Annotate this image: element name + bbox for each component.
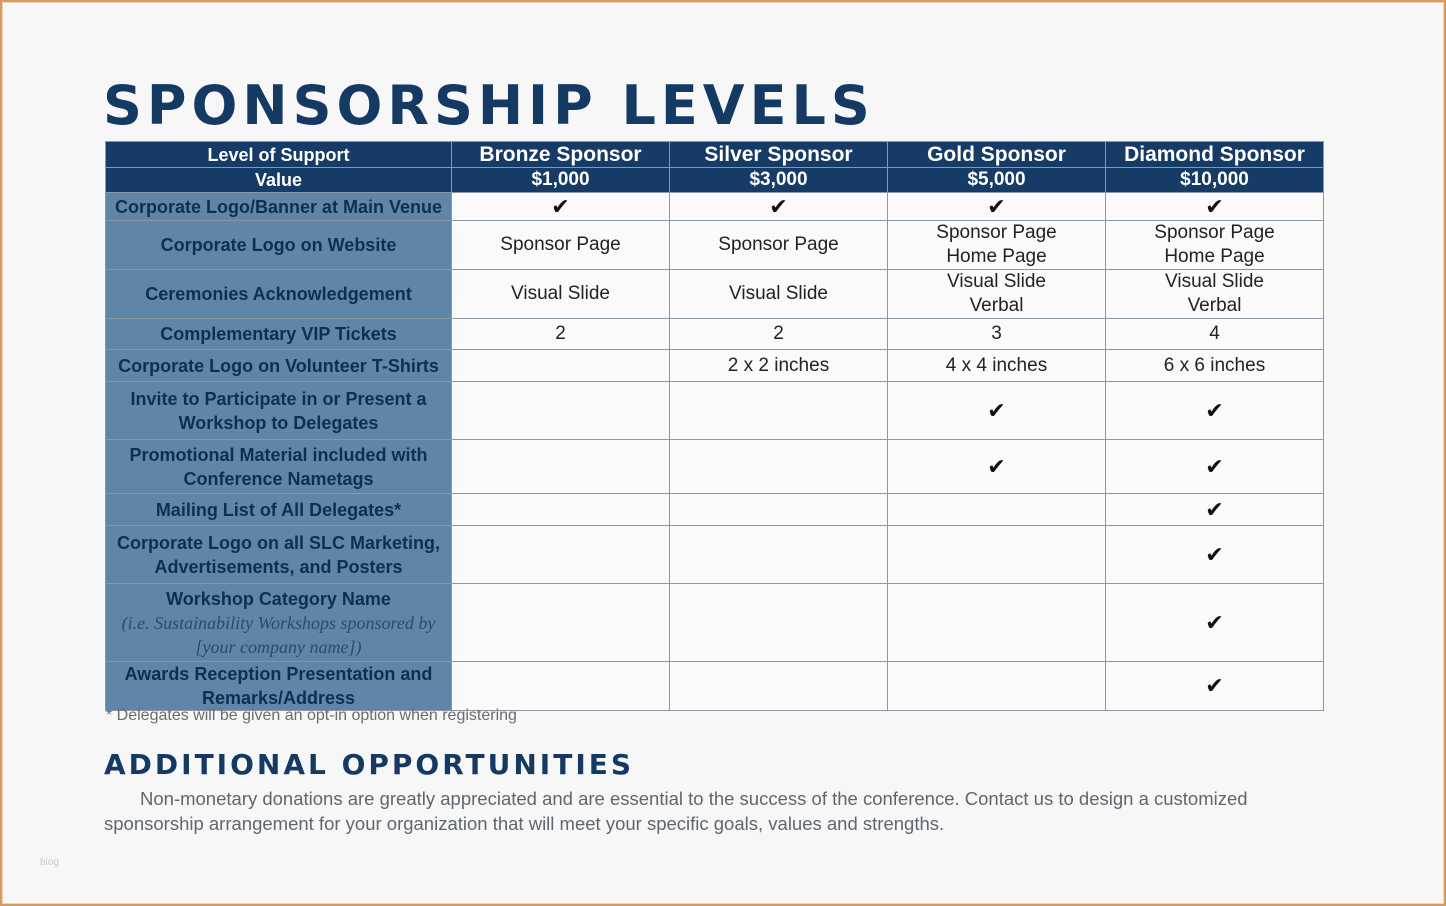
checkmark-icon: ✔ bbox=[888, 440, 1106, 494]
feature-note: (i.e. Sustainability Workshops sponsored by [your company name]) bbox=[121, 612, 436, 657]
benefit-cell-silver bbox=[670, 662, 888, 711]
checkmark-icon: ✔ bbox=[888, 193, 1106, 221]
checkmark-icon: ✔ bbox=[1106, 526, 1324, 584]
feature-text: Corporate Logo on Website bbox=[160, 235, 397, 255]
benefit-cell-bronze bbox=[452, 584, 670, 662]
table-row bbox=[106, 526, 1324, 584]
feature-text: Corporate Logo on all SLC Marketing, Advertisements, and Posters bbox=[116, 532, 440, 577]
feature-text: Corporate Logo/Banner at Main Venue bbox=[114, 196, 443, 217]
benefit-cell-gold: 4 x 4 inches bbox=[888, 350, 1106, 382]
benefit-cell-silver: Visual Slide bbox=[670, 270, 888, 319]
watermark: blog bbox=[40, 857, 59, 868]
feature-text: Complementary VIP Tickets bbox=[160, 324, 397, 344]
checkmark-icon: ✔ bbox=[1106, 440, 1324, 494]
checkmark-icon: ✔ bbox=[1106, 193, 1324, 221]
additional-opportunities-heading: ADDITIONAL OPPORTUNITIES bbox=[104, 748, 635, 781]
benefit-cell-bronze bbox=[452, 382, 670, 440]
feature-label bbox=[106, 526, 452, 584]
feature-label bbox=[106, 494, 452, 526]
checkmark-icon: ✔ bbox=[1106, 662, 1324, 711]
benefit-cell-silver: Sponsor Page bbox=[670, 221, 888, 270]
additional-opportunities-text: Non-monetary donations are greatly appreciated and are essential to the success of the conference. Contact us to design a customized sponsorship arrangement for your organization that will meet your specific goals, values and strengths. bbox=[104, 788, 1248, 834]
level-value-gold: $5,000 bbox=[888, 168, 1106, 193]
checkmark-icon: ✔ bbox=[888, 382, 1106, 440]
page-title: SPONSORSHIP LEVELS bbox=[103, 74, 875, 137]
table-row bbox=[106, 350, 1324, 382]
level-value-bronze: $1,000 bbox=[452, 168, 670, 193]
feature-label bbox=[106, 319, 452, 350]
benefit-cell-gold bbox=[888, 494, 1106, 526]
benefit-cell-silver bbox=[670, 526, 888, 584]
table-row bbox=[106, 382, 1324, 440]
table-row bbox=[106, 584, 1324, 662]
feature-label bbox=[106, 584, 452, 662]
benefit-cell-silver: 2 bbox=[670, 319, 888, 350]
table-row bbox=[106, 270, 1324, 319]
benefit-cell-gold: Sponsor Page Home Page bbox=[888, 221, 1106, 270]
sponsorship-table bbox=[105, 141, 1324, 711]
feature-text: Mailing List of All Delegates* bbox=[155, 499, 402, 520]
benefit-cell-silver bbox=[670, 382, 888, 440]
level-name-bronze: Bronze Sponsor bbox=[452, 142, 670, 168]
benefit-cell-bronze bbox=[452, 440, 670, 494]
level-value-silver: $3,000 bbox=[670, 168, 888, 193]
feature-text: Workshop Category Name bbox=[166, 588, 391, 609]
value-header-row bbox=[106, 168, 1324, 193]
level-of-support-header: Level of Support bbox=[106, 142, 452, 168]
benefit-cell-diamond: 4 bbox=[1106, 319, 1324, 350]
benefit-cell-gold: 3 bbox=[888, 319, 1106, 350]
feature-label bbox=[106, 193, 452, 221]
feature-label bbox=[106, 440, 452, 494]
feature-label bbox=[106, 350, 452, 382]
benefit-cell-bronze bbox=[452, 662, 670, 711]
benefit-cell-diamond: Visual Slide Verbal bbox=[1106, 270, 1324, 319]
checkmark-icon: ✔ bbox=[1106, 382, 1324, 440]
table-row bbox=[106, 193, 1324, 221]
benefit-cell-diamond: Sponsor Page Home Page bbox=[1106, 221, 1324, 270]
level-header-row bbox=[106, 142, 1324, 168]
benefit-cell-bronze: 2 bbox=[452, 319, 670, 350]
benefit-cell-gold bbox=[888, 584, 1106, 662]
level-name-gold: Gold Sponsor bbox=[888, 142, 1106, 168]
feature-text: Awards Reception Presentation and Remarks/Address bbox=[124, 664, 433, 708]
feature-label bbox=[106, 382, 452, 440]
benefit-cell-gold bbox=[888, 662, 1106, 711]
benefit-cell-gold: Visual Slide Verbal bbox=[888, 270, 1106, 319]
feature-text: Ceremonies Acknowledgement bbox=[145, 284, 412, 304]
level-name-diamond: Diamond Sponsor bbox=[1106, 142, 1324, 168]
table-row bbox=[106, 494, 1324, 526]
benefit-cell-bronze: Sponsor Page bbox=[452, 221, 670, 270]
table-row bbox=[106, 319, 1324, 350]
feature-label bbox=[106, 662, 452, 711]
benefit-cell-silver: 2 x 2 inches bbox=[670, 350, 888, 382]
level-value-diamond: $10,000 bbox=[1106, 168, 1324, 193]
checkmark-icon: ✔ bbox=[452, 193, 670, 221]
table-row bbox=[106, 221, 1324, 270]
benefit-cell-bronze bbox=[452, 494, 670, 526]
checkmark-icon: ✔ bbox=[670, 193, 888, 221]
checkmark-icon: ✔ bbox=[1106, 584, 1324, 662]
checkmark-icon: ✔ bbox=[1106, 494, 1324, 526]
feature-label bbox=[106, 270, 452, 319]
feature-text: Promotional Material included with Conference Nametags bbox=[129, 444, 428, 489]
benefit-cell-silver bbox=[670, 440, 888, 494]
table-row bbox=[106, 440, 1324, 494]
table-row bbox=[106, 662, 1324, 711]
footnote: * Delegates will be given an opt-in option when registering bbox=[106, 707, 517, 724]
feature-text: Corporate Logo on Volunteer T-Shirts bbox=[118, 355, 439, 376]
benefit-cell-bronze: Visual Slide bbox=[452, 270, 670, 319]
feature-label bbox=[106, 221, 452, 270]
benefit-cell-diamond: 6 x 6 inches bbox=[1106, 350, 1324, 382]
table-body bbox=[106, 193, 1324, 711]
value-header: Value bbox=[106, 168, 452, 193]
benefit-cell-bronze bbox=[452, 350, 670, 382]
benefit-cell-silver bbox=[670, 584, 888, 662]
benefit-cell-bronze bbox=[452, 526, 670, 584]
benefit-cell-gold bbox=[888, 526, 1106, 584]
feature-text: Invite to Participate in or Present a Workshop to Delegates bbox=[130, 388, 427, 433]
level-name-silver: Silver Sponsor bbox=[670, 142, 888, 168]
benefit-cell-silver bbox=[670, 494, 888, 526]
